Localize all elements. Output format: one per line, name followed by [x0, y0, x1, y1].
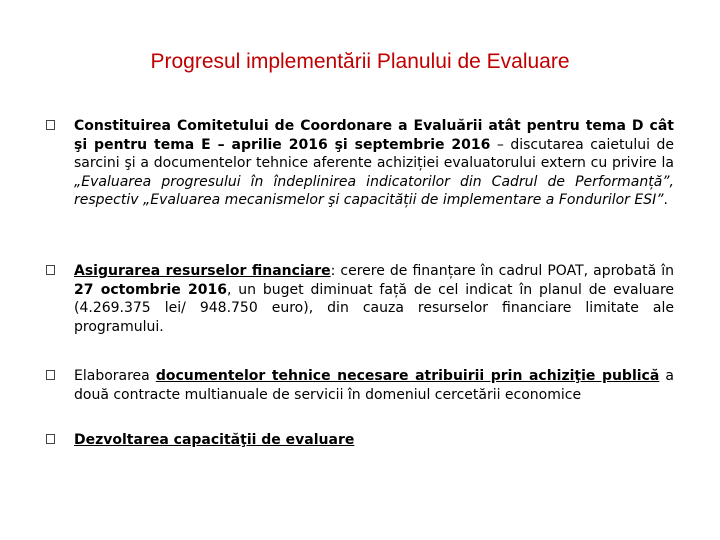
square-bullet-icon [46, 120, 55, 130]
bullet-body-text: – discutarea caietului de sarcini şi a documentelor tehnice aferente achiziției evaluatorului extern cu privire la [74, 136, 674, 171]
bullet-text [74, 117, 674, 210]
bullet-text [74, 262, 674, 336]
square-bullet-icon [46, 265, 55, 275]
bullet-text [74, 431, 674, 450]
bullet-item-technical-documents [46, 367, 674, 404]
bullet-strong-text: 27 octombrie 2016 [74, 281, 228, 298]
bullet-italic-text: „Evaluarea progresului în îndeplinirea indicatorilor din Cadrul de Performanță”, respectiv „Evaluarea mecanismelor şi capacității de implementare a Fondurilor ESI” [74, 173, 674, 208]
bullet-end-text: . [663, 192, 668, 208]
bullet-item-committee [46, 117, 674, 210]
bullet-end-text: a două contracte multianuale de servicii în domeniul cercetării economice [74, 368, 675, 403]
bullet-strong-text: Constituirea Comitetului de Coordonare a Evaluării atât pentru tema D cât şi pentru tema E – aprilie 2016 şi septembrie 2016 [74, 118, 674, 153]
square-bullet-icon [46, 370, 55, 380]
slide-title: Progresul implementării Planului de Evaluare [150, 50, 570, 73]
bullet-item-financial-resources [46, 262, 674, 336]
bullet-body-text: : cerere de finanțare în cadrul POAT, aprobată în [330, 263, 674, 279]
square-bullet-icon [46, 434, 55, 444]
bullet-strong-underlined-text: Dezvoltarea capacităţii de evaluare [74, 432, 355, 448]
bullet-item-capacity-development [46, 431, 674, 450]
bullet-text [74, 367, 674, 404]
bullet-end-text: , un buget diminuat față de cel indicat în planul de evaluare (4.269.375 lei/ 948.750 euro), din cauza resurselor financiare limitate ale programului. [74, 281, 675, 335]
bullet-strong-underlined-text: Asigurarea resurselor financiare [74, 263, 331, 279]
bullet-strong-underlined-text: documentelor tehnice necesare atribuirii prin achiziţie publică [155, 368, 660, 384]
bullet-body-text: Elaborarea [74, 368, 156, 384]
